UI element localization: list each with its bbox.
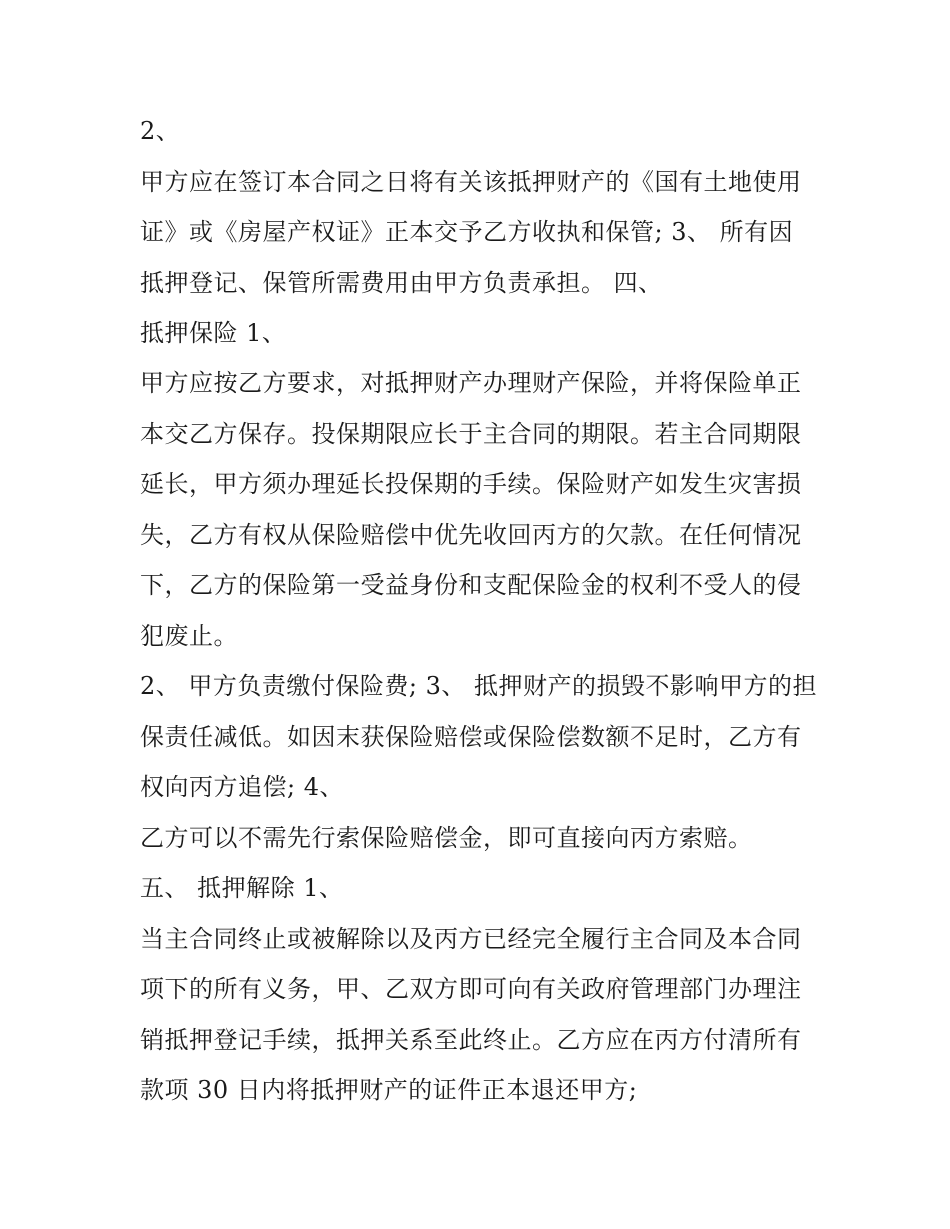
text-line: 本交乙方保存。投保期限应长于主合同的期限。若主合同期限 bbox=[140, 420, 802, 448]
text-line: 失，乙方有权从保险赔偿中优先收回丙方的欠款。在任何情况 bbox=[140, 521, 802, 549]
text-line: 抵押保险 1、 bbox=[140, 319, 287, 347]
text-line: 保责任减低。如因末获保险赔偿或保险偿数额不足时，乙方有 bbox=[140, 723, 802, 751]
text-line: 抵押登记、保管所需费用由甲方负责承担。 四、 bbox=[140, 269, 663, 297]
text-line: 甲方应按乙方要求，对抵押财产办理财产保险，并将保险单正 bbox=[140, 369, 802, 397]
text-line: 犯废止。 bbox=[140, 622, 238, 650]
text-line: 销抵押登记手续，抵押关系至此终止。乙方应在丙方付清所有 bbox=[140, 1026, 802, 1054]
text-line: 五、 抵押解除 1、 bbox=[140, 874, 344, 902]
text-line: 下，乙方的保险第一受益身份和支配保险金的权利不受人的侵 bbox=[140, 571, 802, 599]
text-line: 权向丙方追偿; 4、 bbox=[140, 773, 344, 801]
text-line: 乙方可以不需先行索保险赔偿金，即可直接向丙方索赔。 bbox=[140, 824, 753, 852]
text-line: 延长，甲方须办理延长投保期的手续。保险财产如发生灾害损 bbox=[140, 470, 802, 498]
text-line: 证》或《房屋产权证》正本交予乙方收执和保管; 3、 所有因 bbox=[140, 218, 794, 246]
text-line: 款项 30 日内将抵押财产的证件正本退还甲方; bbox=[140, 1076, 638, 1104]
text-line: 项下的所有义务，甲、乙双方即可向有关政府管理部门办理注 bbox=[140, 975, 802, 1003]
text-line: 2、 bbox=[140, 117, 181, 145]
text-line: 当主合同终止或被解除以及丙方已经完全履行主合同及本合同 bbox=[140, 925, 802, 953]
text-line: 甲方应在签订本合同之日将有关该抵押财产的《国有土地使用 bbox=[140, 168, 802, 196]
text-line: 2、 甲方负责缴付保险费; 3、 抵押财产的损毁不影响甲方的担 bbox=[140, 672, 818, 700]
